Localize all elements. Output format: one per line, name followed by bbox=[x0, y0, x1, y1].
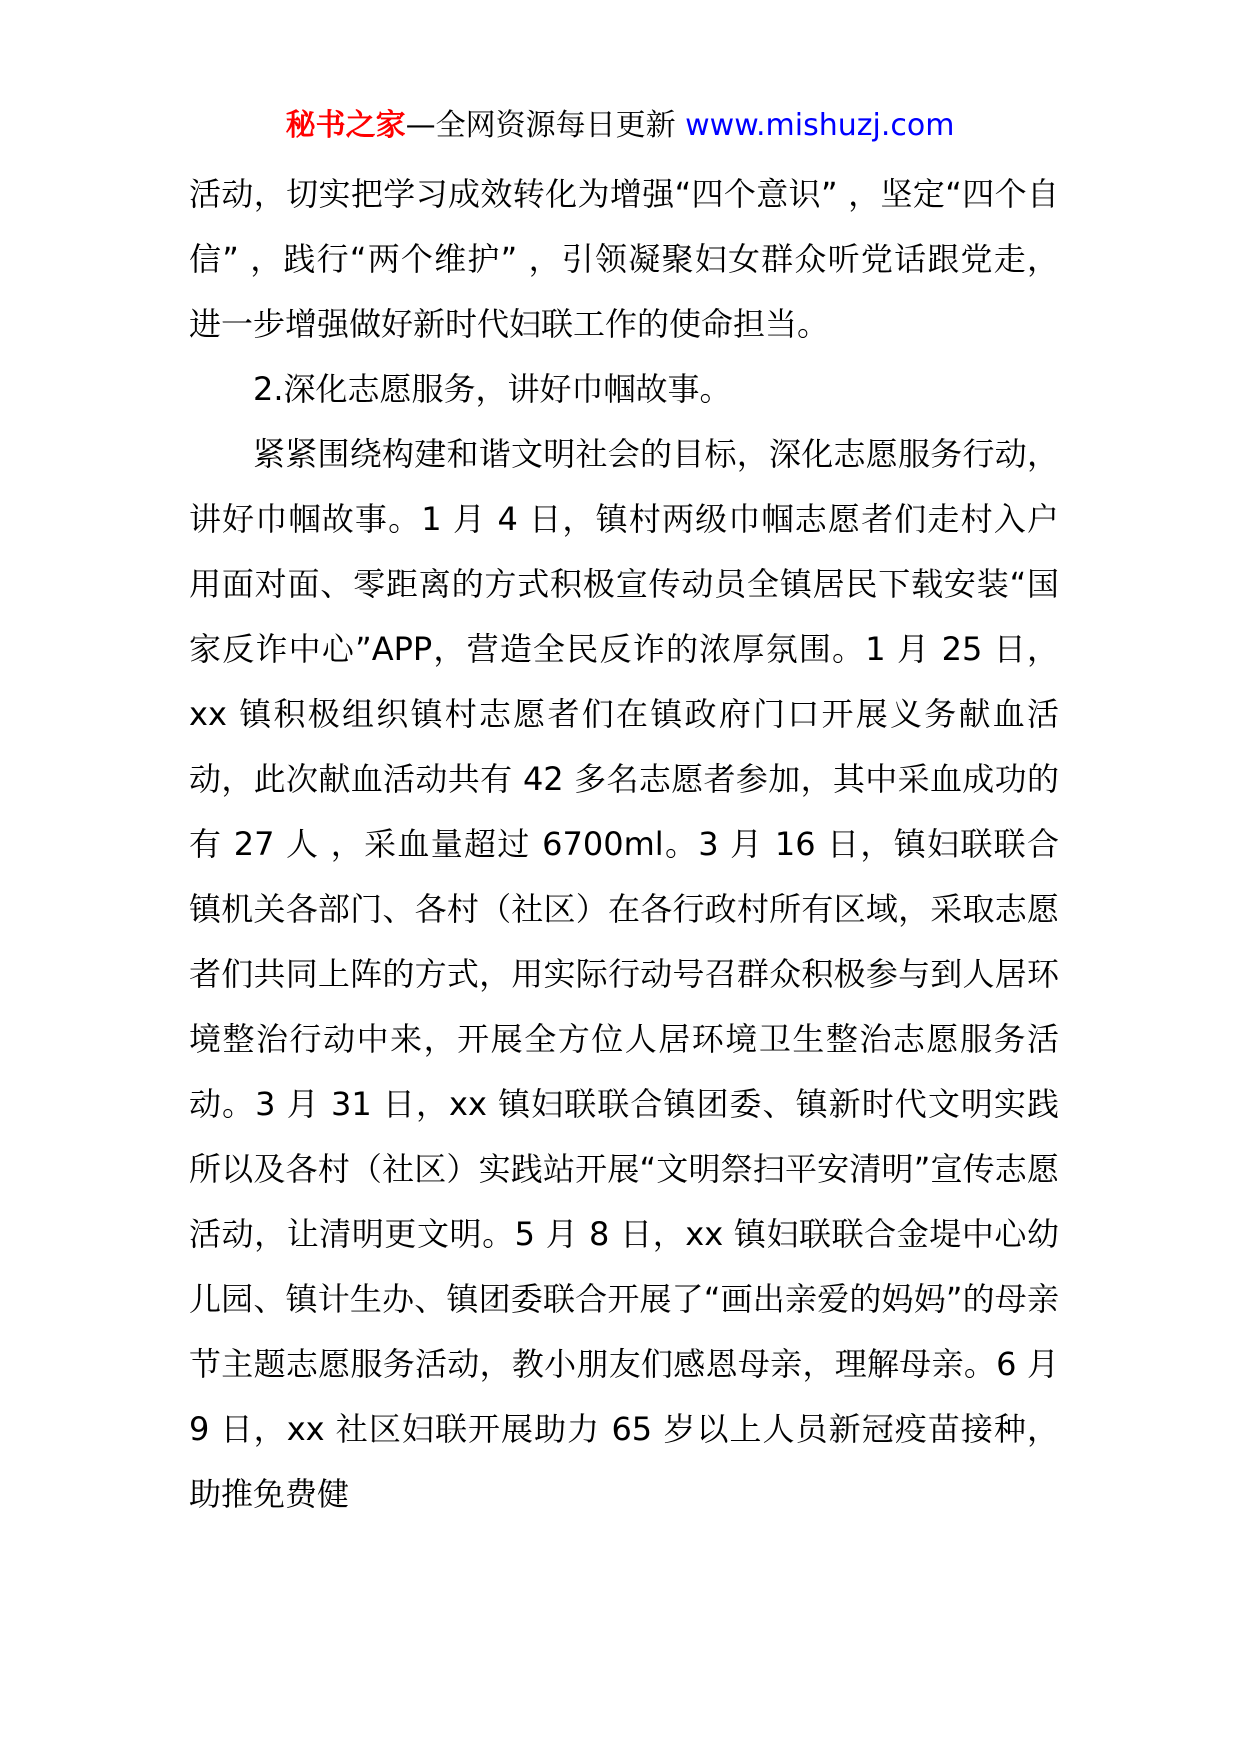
section-heading: 2.深化志愿服务，讲好巾帼故事。 bbox=[253, 370, 732, 408]
document-body bbox=[189, 162, 1059, 1527]
brand-name: 秘书之家 bbox=[285, 108, 406, 143]
site-url-link[interactable]: www.mishuzj.com bbox=[685, 108, 955, 143]
header-slogan: —全网资源每日更新 bbox=[405, 108, 676, 143]
continued-paragraph: 活动，切实把学习成效转化为增强“四个意识” ，坚定“四个自信” ，践行“两个维护” ，引领凝聚妇女群众听党话跟党走，进一步增强做好新时代妇联工作的使命担当。 bbox=[189, 175, 1059, 343]
body-paragraph: 紧紧围绕构建和谐文明社会的目标，深化志愿服务行动，讲好巾帼故事。1 月 4 日，镇村两级巾帼志愿者们走村入户用面对面、零距离的方式积极宣传动员全镇居民下载安装“国家反诈中心”APP，营造全民反诈的浓厚氛围。1 月 25 日，xx 镇积极组织镇村志愿者们在镇政府门口开展义务献血活动，此次献血活动共有 42 多名志愿者参加，其中采血成功的有 27 人 ，采血量超过 6700ml。3 月 16 日，镇妇联联合镇机关各部门、各村（社区）在各行政村所有区域，采取志愿者们共同上阵的方式，用实际行动号召群众积极参与到人居环境整治行动中来，开展全方位人居环境卫生整治志愿服务活动。3 月 31 日，xx 镇妇联联合镇团委、镇新时代文明实践所以及各村（社区）实践站开展“文明祭扫平安清明”宣传志愿活动，让清明更文明。5 月 8 日，xx 镇妇联联合金堤中心幼儿园、镇计生办、镇团委联合开展了“画出亲爱的妈妈”的母亲节主题志愿服务活动，教小朋友们感恩母亲，理解母亲。6 月 9 日，xx 社区妇联开展助力 65 岁以上人员新冠疫苗接种，助推免费健 bbox=[189, 435, 1059, 1513]
page-header bbox=[0, 98, 1240, 154]
